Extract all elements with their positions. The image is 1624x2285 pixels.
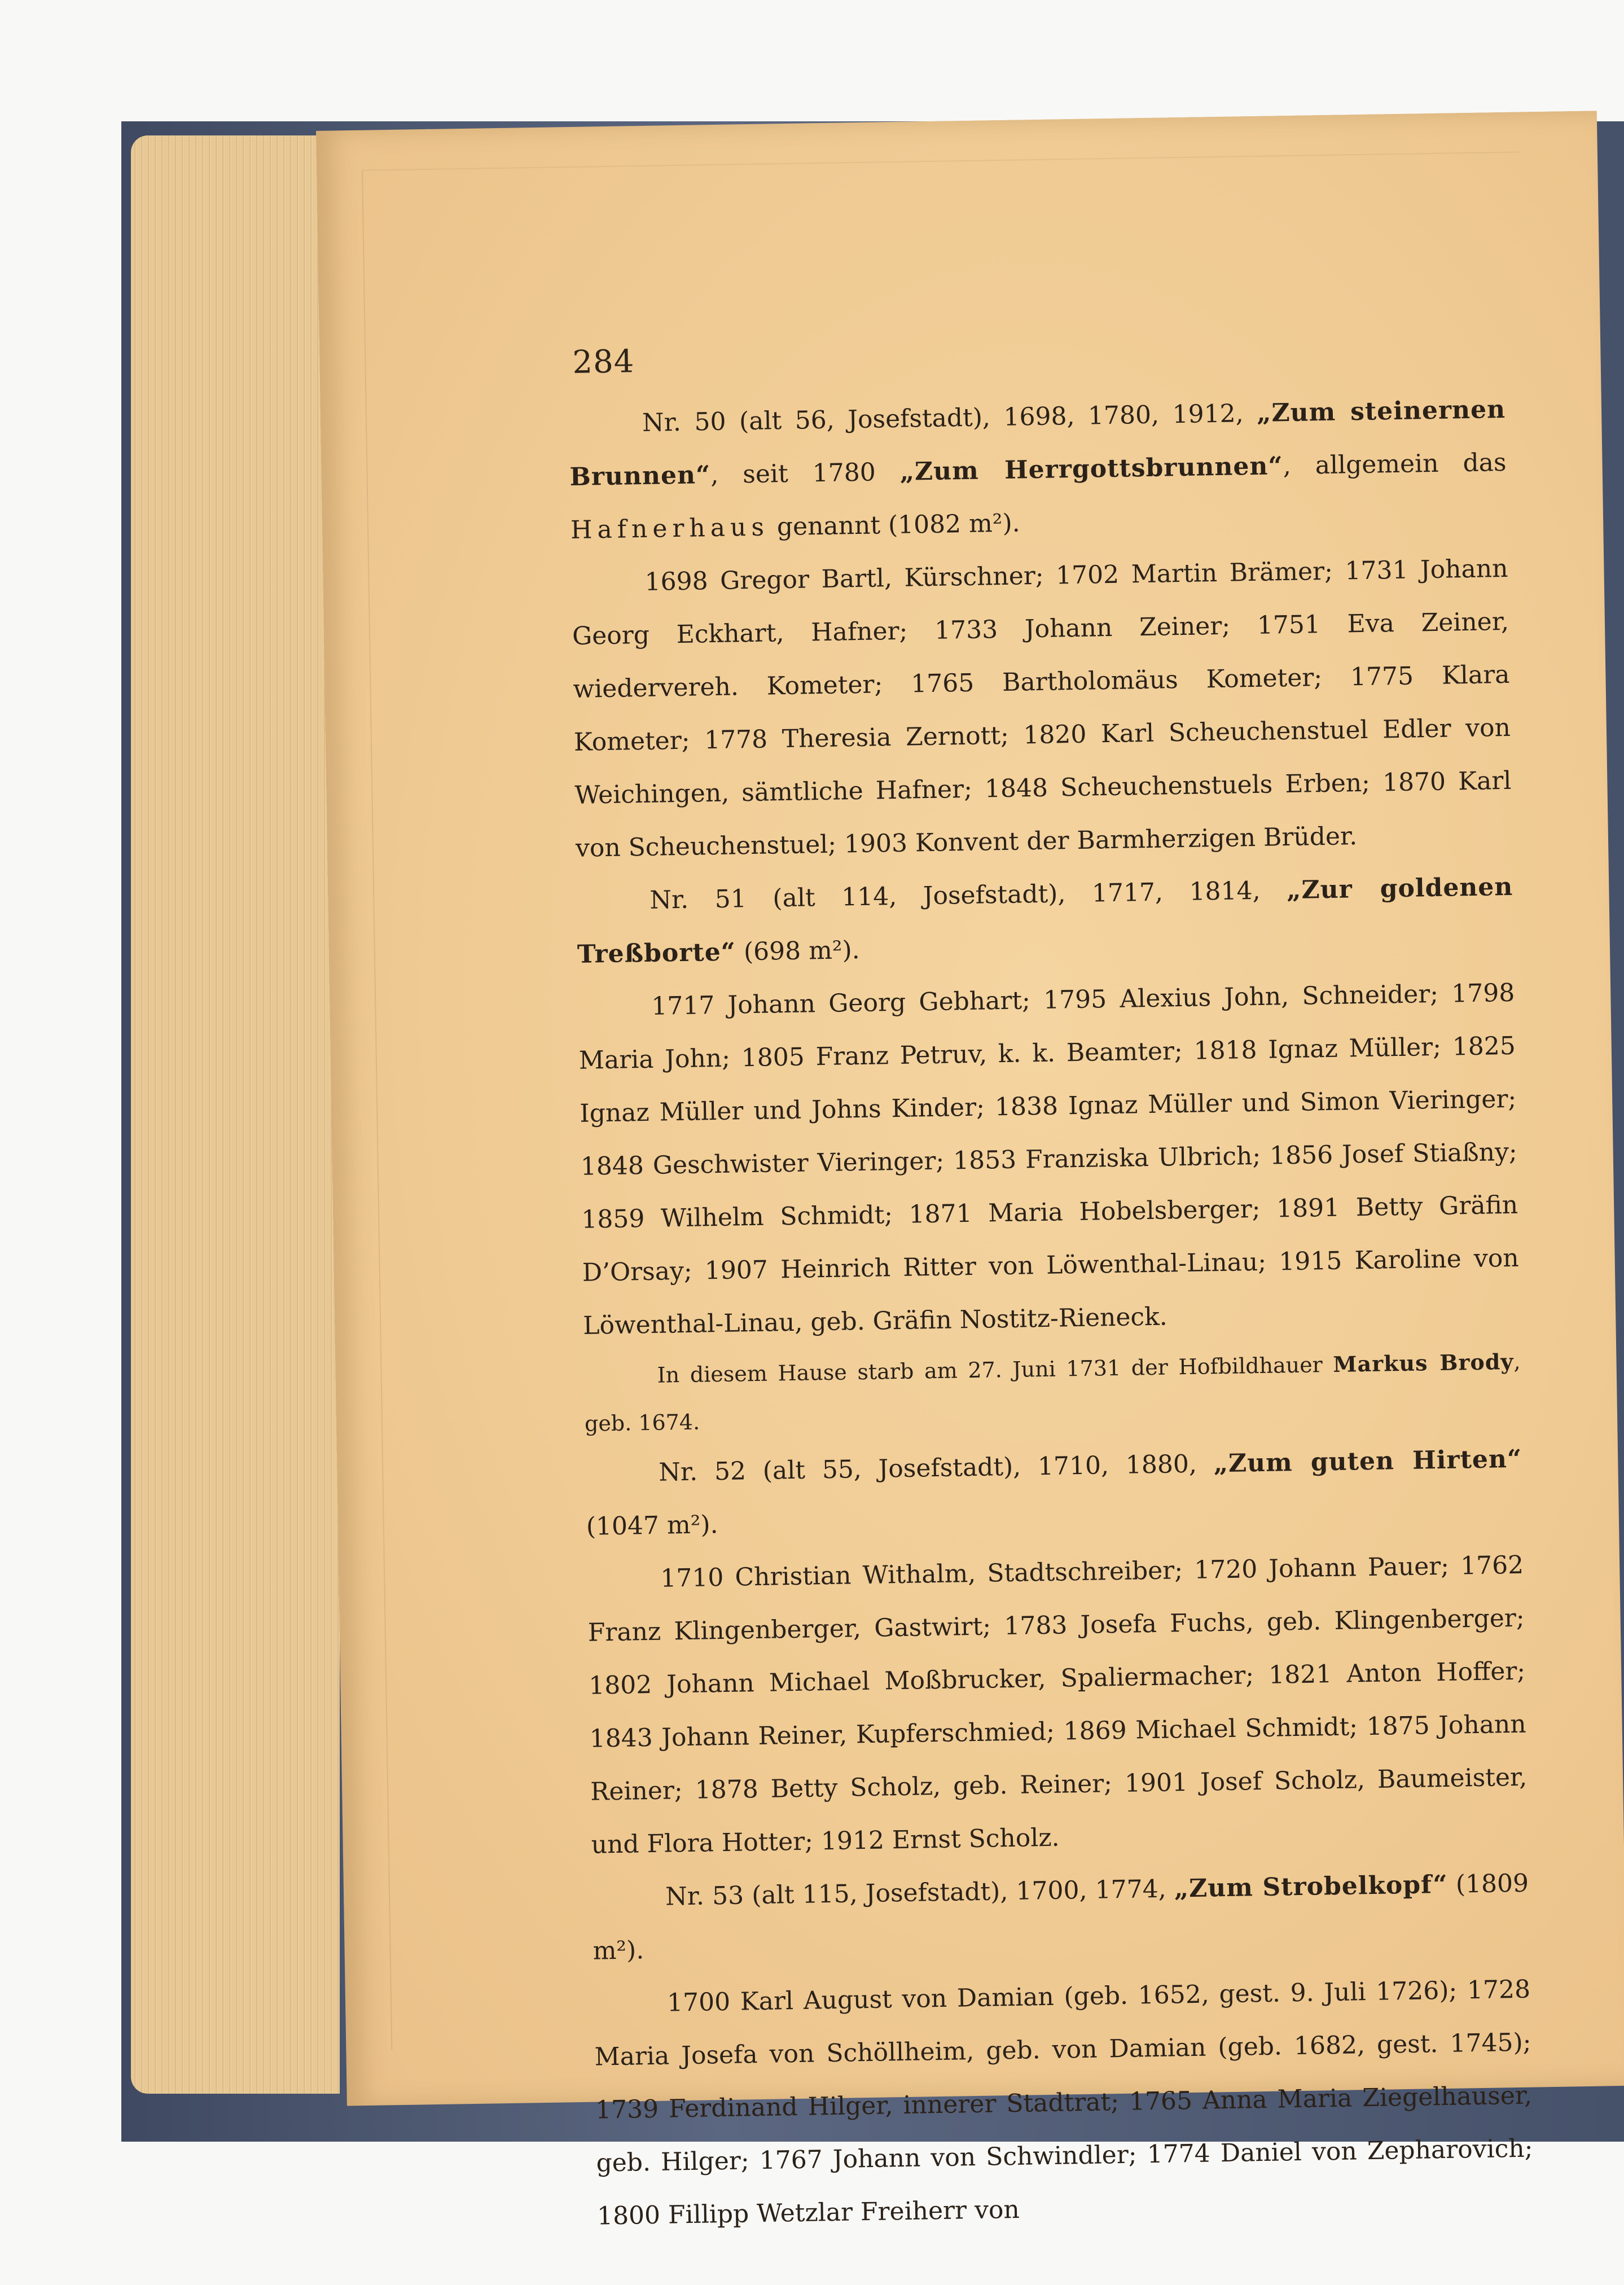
page-edges — [131, 135, 340, 2094]
entry-heading — [585, 1433, 1524, 1554]
historical-note — [583, 1338, 1521, 1448]
text-block — [568, 383, 1534, 2243]
entry-heading — [592, 1857, 1530, 1978]
entry-intro: , seit 1780 — [710, 457, 901, 490]
entry-intro: Nr. 52 (alt 55, Josefstadt), 1710, 1880, — [659, 1449, 1214, 1487]
owner-list: 1698 Gregor Bartl, Kürschner; 1702 Martin Brämer; 1731 Johann Georg Eckhart, Hafner; 1733 Johann Zeiner; 1751 Eva Zeiner, wiedervereh. Kometer; 1765 Bartholomäus Kometer; 1775 Klara Kometer; 1778 Theresia Zernott; 1820 Karl Scheuchenstuel Edler von Weichingen, sämtliche Hafner; 1848 Scheuchenstuels Erben; 1870 Karl von Scheuchenstuel; 1903 Konvent der Barmherzigen Brüder. — [572, 554, 1512, 863]
entry-intro: Nr. 51 (alt 114, Josefstadt), 1717, 1814, — [649, 876, 1287, 915]
entry-intro: , allgemein das — [1283, 448, 1507, 481]
entry-heading — [576, 861, 1515, 981]
entry-intro: genannt (1082 m²). — [769, 508, 1021, 542]
page-number: 284 — [572, 343, 635, 381]
house-name: „Zum guten Hirten“ — [1213, 1444, 1522, 1479]
emphasized-word: Hafnerhaus — [570, 512, 770, 545]
note-text: In diesem Hause starb am 27. Juni 1731 der Hofbildhauer — [657, 1352, 1333, 1388]
house-name: „Zum Herrgottsbrunnen“ — [899, 451, 1284, 486]
house-name: „Zur goldenen Treßborte“ — [577, 872, 1513, 969]
owner-list: 1717 Johann Georg Gebhart; 1795 Alexius John, Schneider; 1798 Maria John; 1805 Franz Petruv, k. k. Beamter; 1818 Ignaz Müller; 1825 Ignaz Müller und Johns Kinder; 1838 Ignaz Müller und Simon Vieringer; 1848 Geschwister Vieringer; 1853 Franziska Ulbrich; 1856 Josef Stiaßny; 1859 Wilhelm Schmidt; 1871 Maria Hobelsberger; 1891 Betty Gräfin D’Orsay; 1907 Heinrich Ritter von Löwenthal-Linau; 1915 Karoline von Löwenthal-Linau, geb. Gräfin Nostitz-Rieneck. — [578, 978, 1520, 1340]
entry-intro: Nr. 50 (alt 56, Josefstadt), 1698, 1780, 1912, — [642, 398, 1257, 437]
owner-list: 1710 Christian Withalm, Stadtschreiber; 1720 Johann Pauer; 1762 Franz Klingenberger, Gastwirt; 1783 Josefa Fuchs, geb. Klingenberger; 1802 Johann Michael Moßbrucker, Spaliermacher; 1821 Anton Hoffer; 1843 Johann Reiner, Kupferschmied; 1869 Michael Schmidt; 1875 Johann Reiner; 1878 Betty Scholz, geb. Reiner; 1901 Josef Scholz, Baumeister, und Flora Hotter; 1912 Ernst Scholz. — [587, 1550, 1528, 1859]
note-person: Markus Brody — [1333, 1348, 1514, 1377]
house-name: „Zum Strobelkopf“ — [1174, 1870, 1449, 1904]
entry-intro: (698 m²). — [735, 936, 861, 967]
entry-intro: Nr. 53 (alt 115, Josefstadt), 1700, 1774, — [665, 1874, 1175, 1911]
entry-intro: (1047 m²). — [586, 1510, 718, 1541]
book-page — [316, 111, 1624, 2231]
note-text: , geb. 1674. — [584, 1349, 1521, 1436]
house-name: „Zum steinernen Brunnen“ — [569, 394, 1506, 492]
entry-heading — [568, 383, 1507, 557]
entry-intro: (1809 m²). — [592, 1869, 1529, 1966]
owner-list: 1700 Karl August von Damian (geb. 1652, gest. 9. Juli 1726); 1728 Maria Josefa von Schöllheim, geb. von Damian (geb. 1682, gest. 1745); 1739 Ferdinand Hilger, innerer Stadtrat; 1765 Anna Maria Ziegelhauser, geb. Hilger; 1767 Johann von Schwindler; 1774 Daniel von Zepharovich; 1800 Fillipp Wetzlar Freiherr von — [594, 1975, 1533, 2231]
